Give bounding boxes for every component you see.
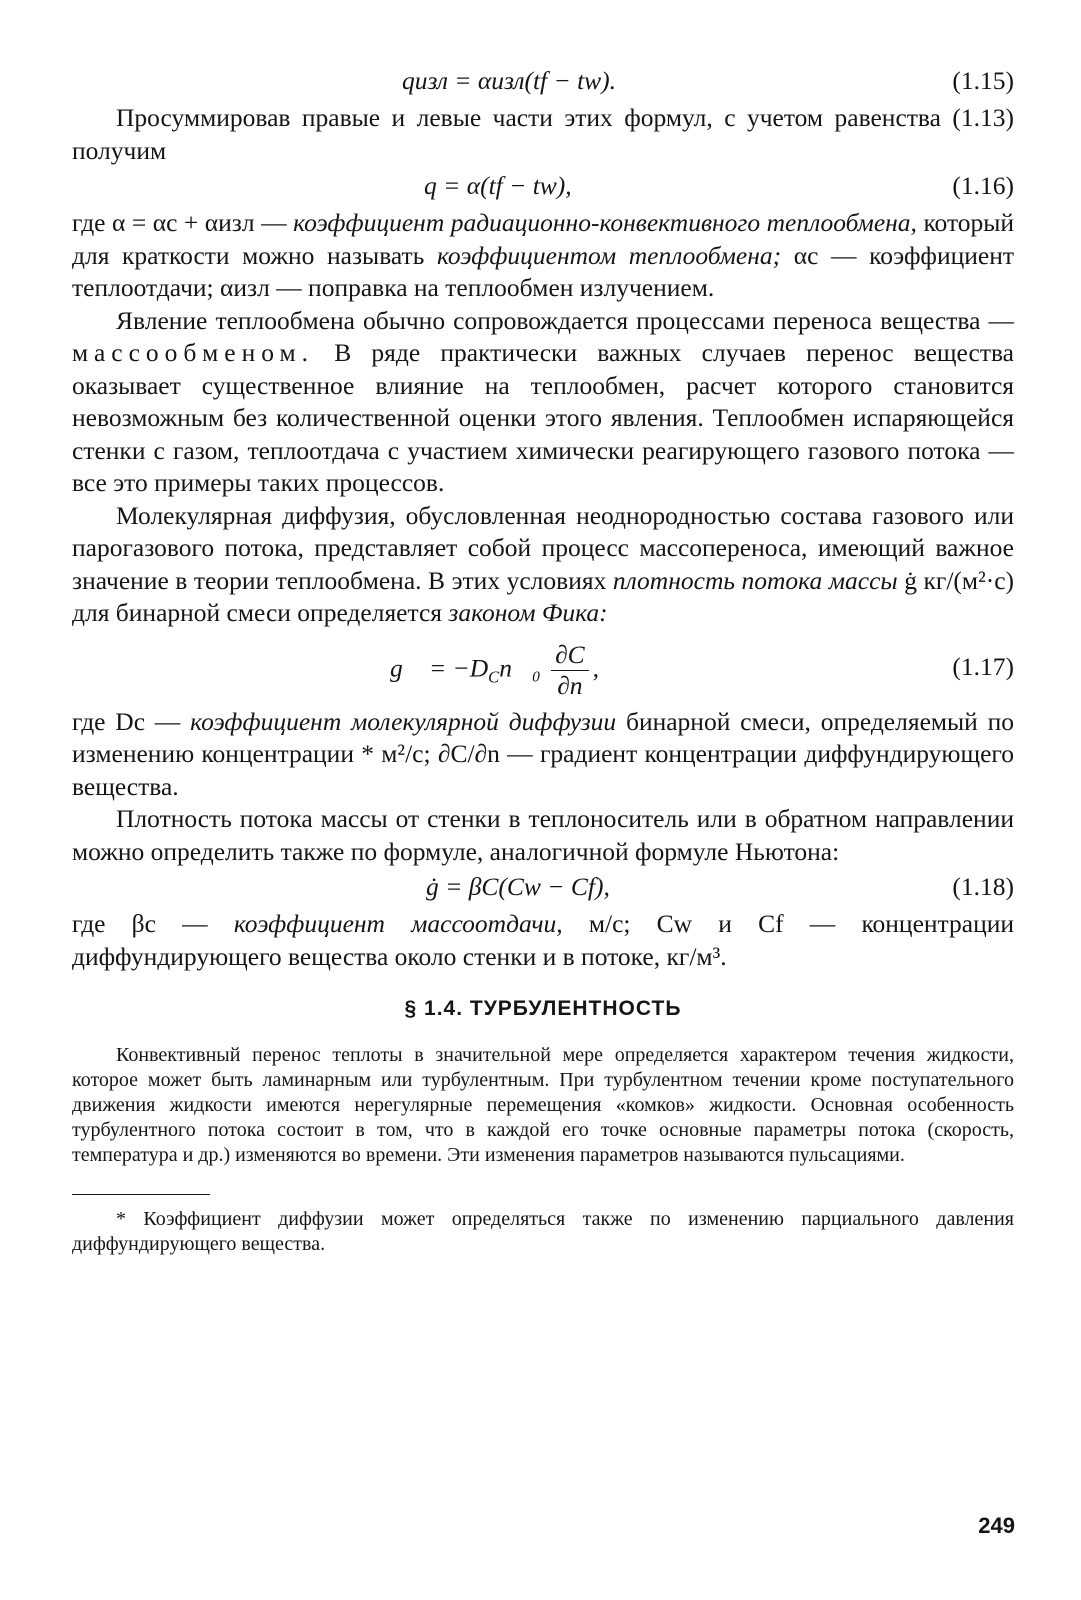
paragraph-small: Конвективный перенос теплоты в значительной мере определяется характером течения жидкости, которое может быть ламинарным или турбулентным. При турбулентном течении кроме поступательного движения жидкости имеются нерегулярные перемещения «комков» жидкости. Основная особенность турбулентного потока состоит в том, что в каждой его точке основные параметры потока (скорость, температура и др.) изменяются во времени. Эти изменения параметров называются пульсациями. <box>72 1044 1014 1166</box>
fraction-denominator: ∂n <box>557 670 583 700</box>
paragraph: Просуммировав правые и левые части этих формул, с учетом равенства (1.13) получим <box>72 103 1014 165</box>
term-italic: плотность потока массы <box>612 565 898 595</box>
term-italic: коэффициентом теплообмена; <box>436 240 782 270</box>
paragraph <box>72 908 1014 973</box>
paragraph <box>72 207 1014 305</box>
page-number: 249 <box>978 1513 1015 1538</box>
paragraph <box>72 706 1014 804</box>
footnote: * Коэффициент диффузии может определяться также по изменению парциального давления диффундирующего вещества. <box>72 1208 1014 1255</box>
text: В ряде практически важных случаев перенос вещества оказывает существенное влияние на теплообмен, расчет которого становится невозможным без количественной оценки этого явления. Теплообмен испаряющейся стенки с газом, теплоотдача с участием химически реагирующего газового потока — все это примеры таких процессов. <box>72 338 1014 497</box>
term-spaced: массообменом. <box>72 338 315 367</box>
paragraph <box>72 500 1014 630</box>
paragraph <box>72 305 1014 500</box>
fraction <box>551 640 589 701</box>
footnote-divider <box>72 1194 210 1195</box>
equation-1-16 <box>72 167 1014 207</box>
text: м/с; Cw и Cf — концентрации диффундирующего вещества около стенки и в потоке, кг/м³. <box>72 909 1015 971</box>
text: где α = αс + αизл — <box>72 208 287 237</box>
text: который для краткости можно называть <box>72 208 1015 270</box>
term-italic: законом Фика: <box>448 598 608 627</box>
equation-comma: , <box>592 652 600 682</box>
text: бинарной смеси, определяемый по изменению концентрации * м²/с; ∂C/∂n — градиент концентрации диффундирующего вещества. <box>72 706 1014 801</box>
equation-formula <box>390 640 599 701</box>
main-text <box>72 62 1014 1257</box>
equation-1-18 <box>72 868 1014 908</box>
term-italic: коэффициент молекулярной диффузии <box>190 706 617 736</box>
text: αс — коэффициент теплоотдачи; αизл — поправка на теплообмен излучением. <box>72 240 1015 302</box>
text: ġ кг/(м²·с) для бинарной смеси определяется <box>72 565 1015 627</box>
equation-vector: n⃗₀ <box>499 652 541 682</box>
text: где βс — <box>72 909 208 938</box>
section-heading: § 1.4. ТУРБУЛЕНТНОСТЬ <box>404 997 682 1020</box>
equation-1-17 <box>72 630 1014 706</box>
term-italic: коэффициент массоотдачи, <box>233 909 563 938</box>
equation-number: (1.16) <box>952 171 1014 200</box>
fraction-numerator: ∂C <box>551 640 589 671</box>
equation-formula: ġ = βC(Cw − Cf), <box>426 872 610 901</box>
term-italic: коэффициент радиационно-конвективного теплообмена, <box>293 208 917 237</box>
text: Молекулярная диффузия, обусловленная неоднородностью состава газового или парогазового потока, представляет собой процесс массопереноса, имеющий важное значение в теории теплообмена. В этих условиях <box>72 500 1014 595</box>
equation-number: (1.15) <box>952 66 1014 95</box>
equation-subscript: C <box>488 666 500 686</box>
equation-formula: q = α(tf − tw), <box>424 171 572 200</box>
text: Явление теплообмена обычно сопровождается процессами переноса вещества — <box>116 305 1014 335</box>
paragraph: Плотность потока массы от стенки в теплоноситель или в обратном направлении можно определить также по формуле, аналогичной формуле Ньютона: <box>72 804 1014 866</box>
equation-lhs: g⃗ = −D <box>390 652 489 682</box>
text: где Dс — <box>72 706 181 736</box>
equation-formula: qизл = αизл(tf − tw). <box>402 66 617 95</box>
equation-number: (1.18) <box>952 872 1014 901</box>
equation-number: (1.17) <box>952 651 1014 681</box>
equation-1-15 <box>72 62 1014 102</box>
